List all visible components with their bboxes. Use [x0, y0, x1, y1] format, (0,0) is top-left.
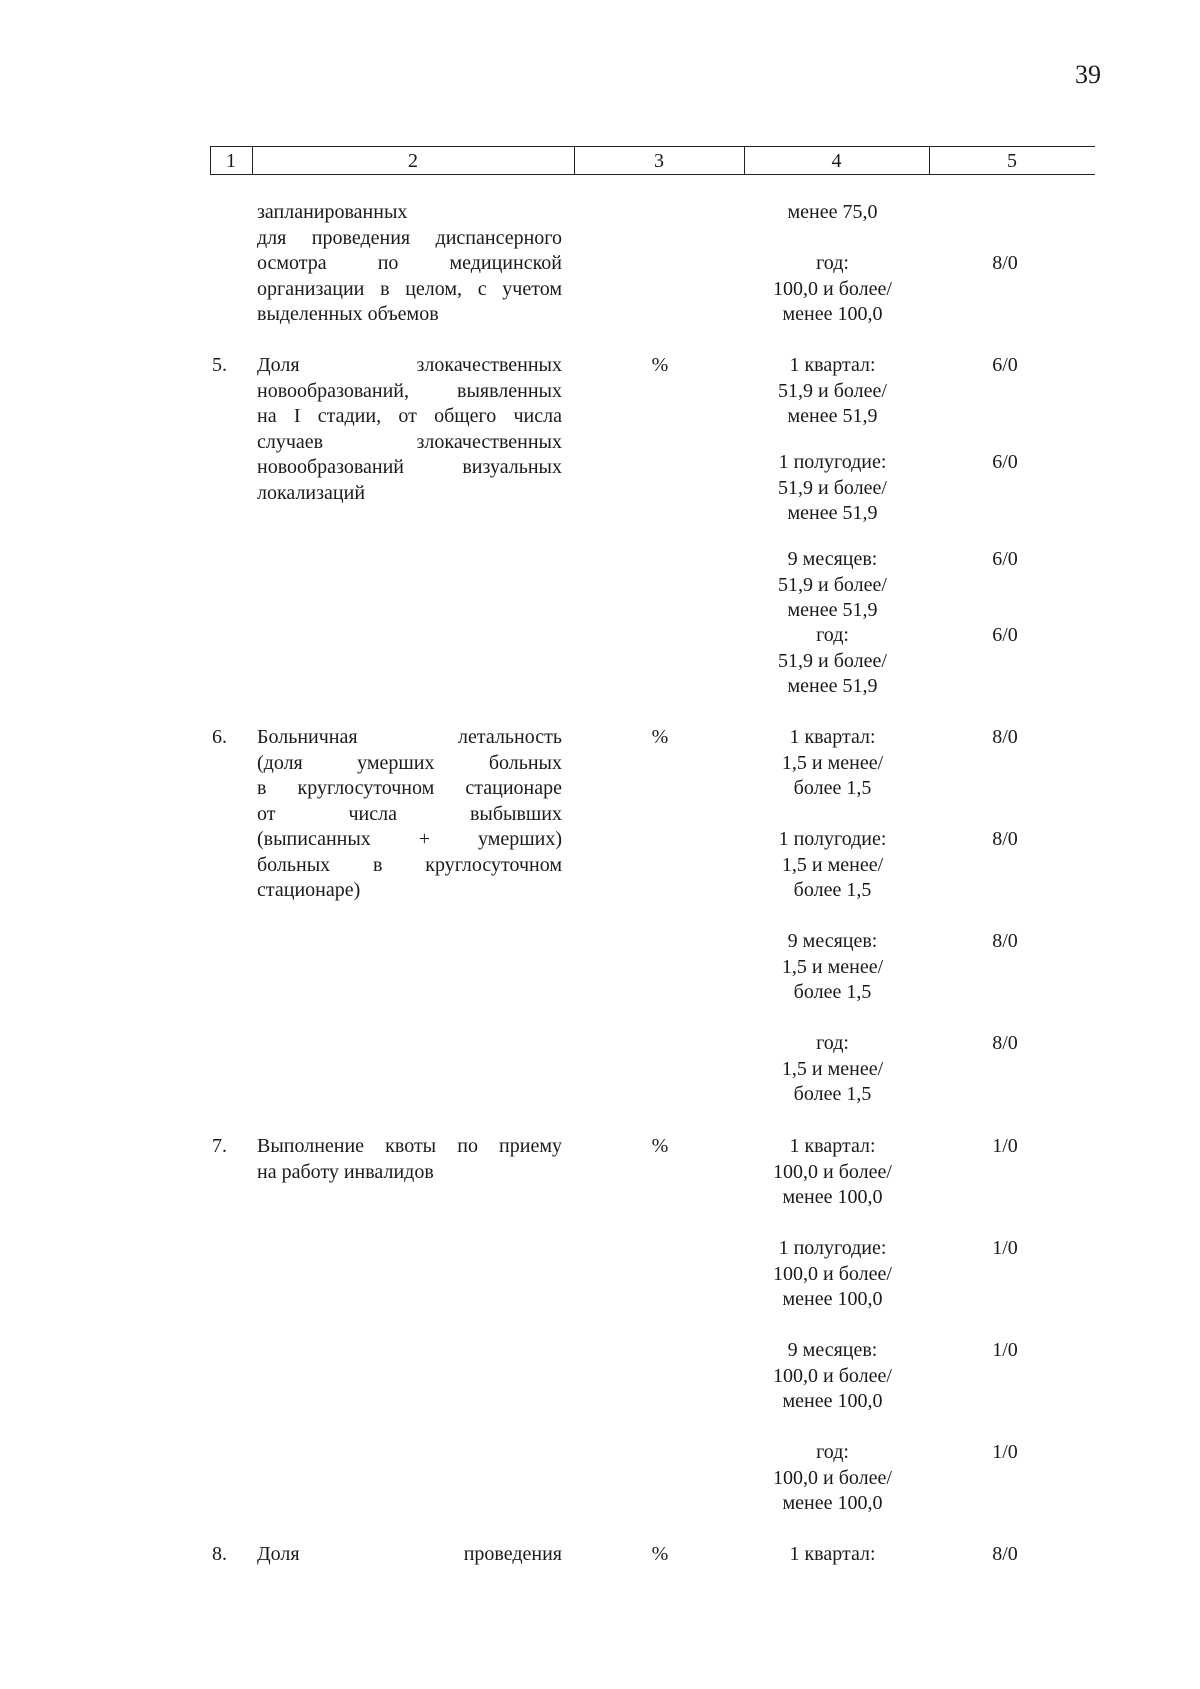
header-col-2: 2	[408, 150, 418, 172]
period-cell	[740, 1236, 925, 1313]
period-line: 51,9 и более/	[778, 573, 887, 596]
desc-line: (доля умерших больных	[257, 751, 562, 774]
period-line: 9 месяцев:	[787, 930, 878, 952]
period-line: 1 полугодие:	[778, 828, 887, 850]
period-line: менее 51,9	[787, 675, 878, 697]
score-cell: 8/0	[992, 252, 1018, 274]
desc-line: Выполнение квоты по приему	[257, 1135, 562, 1157]
row-number: 6.	[212, 726, 227, 748]
desc-line: для проведения диспансерного	[257, 226, 562, 249]
period-cell	[740, 1542, 925, 1568]
period-line: менее 100,0	[782, 303, 883, 325]
period-line: год:	[816, 624, 849, 646]
period-line: год:	[816, 1032, 849, 1054]
desc-line: локализаций	[257, 481, 366, 504]
period-line: 1 квартал:	[789, 1543, 876, 1565]
period-cell	[740, 450, 925, 527]
period-line: менее 100,0	[782, 1492, 883, 1514]
period-cell	[740, 725, 925, 802]
period-line: 51,9 и более/	[778, 379, 887, 402]
period-line: 9 месяцев:	[787, 1339, 878, 1361]
period-line: более 1,5	[793, 777, 872, 799]
desc-line: новообразований визуальных	[257, 456, 562, 478]
score-cell: 6/0	[992, 548, 1018, 570]
period-cell	[740, 1134, 925, 1211]
page-number: 39	[1075, 60, 1101, 89]
desc-line: в круглосуточном стационаре	[257, 777, 562, 799]
desc-line: выделенных объемов	[257, 303, 439, 325]
period-line: менее 100,0	[782, 1390, 883, 1412]
row-description	[257, 725, 562, 904]
period-cell	[740, 200, 925, 226]
score-cell: 8/0	[992, 828, 1018, 850]
score-cell: 6/0	[992, 354, 1018, 376]
period-line: 1,5 и менее/	[781, 853, 884, 876]
score-cell: 1/0	[992, 1135, 1018, 1157]
period-line: 1 полугодие:	[778, 1237, 887, 1259]
row-description	[257, 1134, 562, 1185]
period-line: 51,9 и более/	[778, 476, 887, 499]
score-cell: 6/0	[992, 451, 1018, 473]
period-line: год:	[816, 1441, 849, 1463]
period-cell	[740, 1031, 925, 1108]
period-line: более 1,5	[793, 879, 872, 901]
score-cell: 1/0	[992, 1237, 1018, 1259]
desc-line: случаев злокачественных	[257, 430, 562, 453]
desc-line: новообразований, выявленных	[257, 379, 562, 402]
score-cell: 1/0	[992, 1441, 1018, 1463]
period-line: более 1,5	[793, 1083, 872, 1105]
desc-line: осмотра по медицинской	[257, 252, 562, 274]
score-cell: 8/0	[992, 726, 1018, 748]
period-cell	[740, 827, 925, 904]
period-line: менее 100,0	[782, 1186, 883, 1208]
desc-line: на I стадии, от общего числа	[257, 405, 562, 427]
table-header	[210, 146, 1095, 175]
unit-cell: %	[651, 1135, 669, 1157]
period-line: более 1,5	[793, 981, 872, 1003]
header-col-3: 3	[654, 150, 664, 172]
desc-line: Доля проведения	[257, 1543, 562, 1565]
period-line: 1 квартал:	[789, 354, 876, 376]
period-line: 51,9 и более/	[778, 649, 887, 672]
period-line: 100,0 и более/	[773, 277, 892, 300]
period-line: 9 месяцев:	[787, 548, 878, 570]
row-description	[257, 200, 562, 328]
period-line: 1,5 и менее/	[781, 751, 884, 774]
header-col-4: 4	[831, 150, 842, 172]
desc-line: от числа выбывших	[257, 802, 562, 825]
score-cell: 6/0	[992, 624, 1018, 646]
unit-cell: %	[651, 726, 669, 748]
row-number: 8.	[212, 1543, 227, 1565]
period-line: менее 51,9	[787, 405, 878, 427]
period-line: 1 квартал:	[789, 1135, 876, 1157]
desc-line: стационаре)	[257, 879, 361, 901]
period-line: 1,5 и менее/	[781, 955, 884, 978]
period-line: 1 полугодие:	[778, 451, 887, 473]
row-description	[257, 1542, 562, 1568]
period-line: год:	[816, 252, 849, 274]
header-col-5: 5	[1007, 150, 1017, 172]
period-cell	[740, 929, 925, 1006]
period-cell	[740, 353, 925, 430]
period-line: 100,0 и более/	[773, 1466, 892, 1489]
period-line: 1 квартал:	[789, 726, 876, 748]
period-cell	[740, 251, 925, 328]
desc-line: запланированных	[257, 201, 408, 223]
score-cell: 8/0	[992, 930, 1018, 952]
unit-cell: %	[651, 354, 669, 376]
period-line: менее 51,9	[787, 502, 878, 524]
period-cell	[740, 1440, 925, 1517]
period-line: менее 75,0	[787, 201, 878, 223]
period-line: менее 51,9	[787, 599, 878, 621]
desc-line: больных в круглосуточном	[257, 853, 562, 876]
period-line: 100,0 и более/	[773, 1364, 892, 1387]
unit-cell: %	[651, 1543, 669, 1565]
period-cell	[740, 547, 925, 624]
score-cell: 8/0	[992, 1032, 1018, 1054]
period-line: менее 100,0	[782, 1288, 883, 1310]
period-cell	[740, 623, 925, 700]
desc-line: организации в целом, с учетом	[257, 277, 562, 300]
period-line: 1,5 и менее/	[781, 1057, 884, 1080]
row-description	[257, 353, 562, 506]
desc-line: (выписанных + умерших)	[257, 828, 562, 850]
row-number: 7.	[212, 1135, 227, 1157]
score-cell: 8/0	[992, 1543, 1018, 1565]
score-cell: 1/0	[992, 1339, 1018, 1361]
period-line: 100,0 и более/	[773, 1160, 892, 1183]
desc-line: на работу инвалидов	[257, 1160, 434, 1183]
row-number: 5.	[212, 354, 227, 376]
desc-line: Доля злокачественных	[257, 354, 562, 376]
period-line: 100,0 и более/	[773, 1262, 892, 1285]
header-col-1: 1	[226, 150, 236, 172]
period-cell	[740, 1338, 925, 1415]
desc-line: Больничная летальность	[257, 726, 562, 748]
